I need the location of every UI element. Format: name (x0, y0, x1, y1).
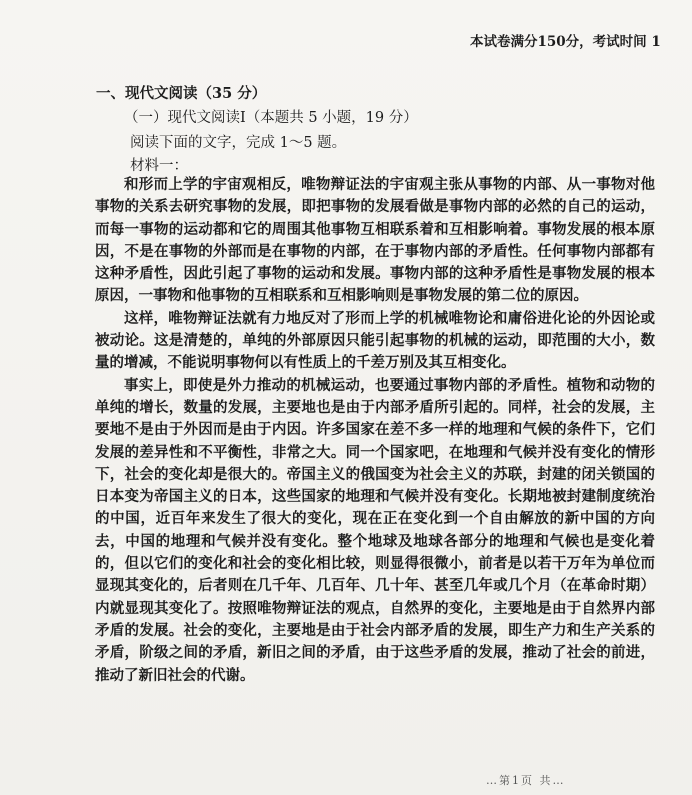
section-subtitle: （一）现代文阅读Ⅰ（本题共 5 小题，19 分） (124, 110, 418, 126)
reading-instruction: 阅读下面的文字，完成 1～5 题。 (130, 135, 347, 151)
passage-body (95, 174, 655, 687)
page-footer: …第1页 共… (486, 774, 566, 787)
material-label: 材料一： (130, 158, 188, 174)
exam-note: 本试卷满分150分，考试时间 1 (470, 34, 661, 50)
passage-paragraph: 事实上，即使是外力推动的机械运动，也要通过事物内部的矛盾性。植物和动物的单纯的增长，数量的发展，主要地也是由于内部矛盾所引起的。同样，社会的发展，主要地不是由于外因而是由于内因。许多国家在差不多一样的地理和气候的条件下，它们发展的差异性和不平衡性，非常之大。同一个国家吧，在地理和气候并没有变化的情形下，社会的变化却是很大的。帝国主义的俄国变为社会主义的苏联，封建的闭关锁国的日本变为帝国主义的日本，这些国家的地理和气候并没有变化。长期地被封建制度统治的中国，近百年来发生了很大的变化，现在正在变化到一个自由解放的新中国的方向去，中国的地理和气候并没有变化。整个地球及地球各部分的地理和气候也是变化着的，但以它们的变化和社会的变化相比较，则显得很微小，前者是以若干万年为单位而显现其变化的，后者则在几千年、几百年、几十年、甚至几年或几个月（在革命时期）内就显现其变化了。按照唯物辩证法的观点，自然界的变化，主要地是由于自然界内部矛盾的发展。社会的变化，主要地是由于社会内部矛盾的发展，即生产力和生产关系的矛盾，阶级之间的矛盾，新旧之间的矛盾，由于这些矛盾的发展，推动了社会的前进，推动了新旧社会的代谢。 (95, 376, 655, 684)
passage-paragraph: 这样，唯物辩证法就有力地反对了形而上学的机械唯物论和庸俗进化论的外因论或被动论。这是清楚的，单纯的外部原因只能引起事物的机械的运动，即范围的大小，数量的增减，不能说明事物何以有性质上的千差万别及其互相变化。 (95, 309, 655, 372)
passage-paragraph: 和形而上学的宇宙观相反，唯物辩证法的宇宙观主张从事物的内部、从一事物对他事物的关系去研究事物的发展，即把事物的发展看做是事物内部的必然的自己的运动，而每一事物的运动都和它的周围其他事物互相联系着和互相影响着。事物发展的根本原因，不是在事物的外部而是在事物的内部，在于事物内部的矛盾性。任何事物内部都有这种矛盾性，因此引起了事物的运动和发展。事物内部的这种矛盾性是事物发展的根本原因，一事物和他事物的互相联系和互相影响则是事物发展的第二位的原因。 (95, 176, 655, 305)
section-title: 一、现代文阅读（35 分） (96, 85, 267, 102)
